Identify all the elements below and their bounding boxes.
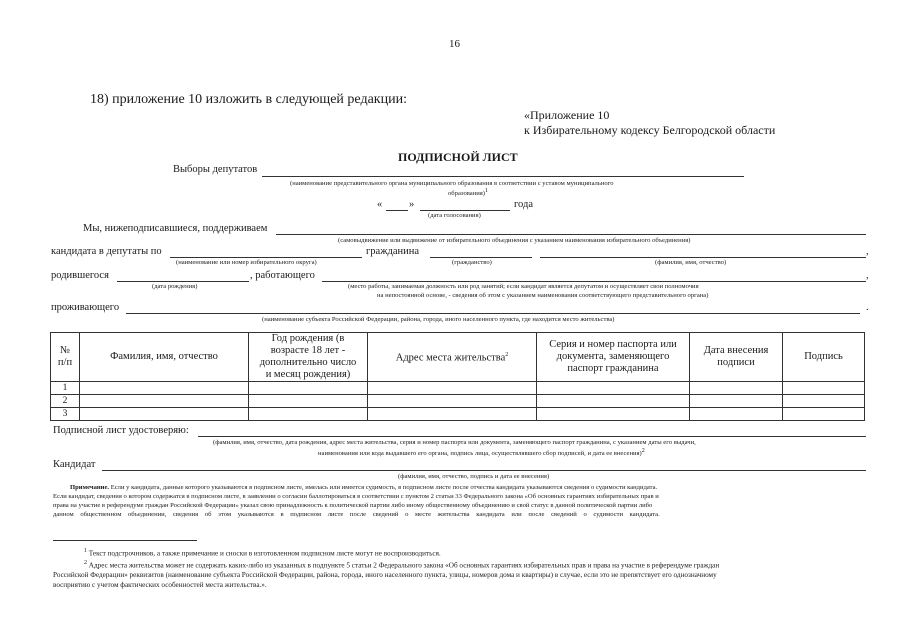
support-field[interactable] <box>276 234 866 235</box>
working-label: , работающего <box>250 270 315 281</box>
district-hint: (наименование или номер избирательного округа) <box>176 259 317 266</box>
appendix-line-2: к Избирательному кодексу Белгородской области <box>524 123 776 137</box>
note-line-3: права на участие в референдуме граждан Российской Федерации» указал свою принадлежность к политической партии либо иному общественному объединению и свой статус в данной политической партии либо <box>53 502 653 509</box>
cell-passport[interactable] <box>537 395 690 408</box>
col-date-header <box>690 333 783 382</box>
col-passport-label: Серия и номер паспорта или документа, заменяющего паспорт гражданина <box>549 339 677 374</box>
col-name-header <box>80 333 249 382</box>
elections-label: Выборы депутатов <box>173 164 258 175</box>
certified-hint-2-text: наименования или кода выдавшего его органа, подпись лица, осуществлявшего сбор подписей, и дата ее внесения) <box>318 450 642 458</box>
residence-label: проживающего <box>51 302 120 313</box>
candidate-sign-label: Кандидат <box>53 459 96 470</box>
cell-address[interactable] <box>368 382 537 395</box>
cell-date[interactable] <box>690 382 783 395</box>
citizenship-field[interactable] <box>430 257 532 258</box>
footnote-1-mark: 1 <box>84 548 87 554</box>
support-label: Мы, нижеподписавшиеся, поддерживаем <box>83 223 268 234</box>
note-label: Примечание. <box>70 484 110 491</box>
cell-name[interactable] <box>80 395 249 408</box>
candidate-sign-field[interactable] <box>102 470 866 471</box>
residence-field[interactable] <box>126 313 860 314</box>
col-signature-header <box>783 333 865 382</box>
period-1: . <box>866 302 869 313</box>
date-day-field[interactable] <box>386 210 408 211</box>
cell-date[interactable] <box>690 408 783 421</box>
comma-2: , <box>866 270 869 281</box>
cell-name[interactable] <box>80 408 249 421</box>
row-number: 2 <box>51 395 80 408</box>
table-row <box>51 395 865 408</box>
col-name-label: Фамилия, имя, отчество <box>110 351 218 362</box>
note-line-1 <box>70 484 657 491</box>
date-year-word: года <box>514 199 533 210</box>
work-hint-2: на непостоянной основе, - сведения об этом с указанием наименования соответствующего представительного органа) <box>377 292 709 299</box>
amendment-heading: 18) приложение 10 изложить в следующей редакции: <box>90 92 407 107</box>
certified-field[interactable] <box>198 436 866 437</box>
cell-signature[interactable] <box>783 395 865 408</box>
candidate-name-hint: (фамилия, имя, отчество) <box>655 259 727 266</box>
certified-label: Подписной лист удостоверяю: <box>53 425 189 436</box>
residence-hint: (наименование субъекта Российской Федерации, района, города, иного населенного пункта, где находится место жительства) <box>262 316 615 323</box>
footnote-1-text: Текст подстрочников, а также примечание и сноски в изготовленном подписном листе могут не воспроизводиться. <box>88 549 441 558</box>
col-num-label: № п/п <box>57 345 73 368</box>
work-field[interactable] <box>322 281 866 282</box>
certified-hint-2 <box>318 448 645 457</box>
cell-birth[interactable] <box>249 408 368 421</box>
col-address-label: Адрес места жительства <box>395 352 506 364</box>
table-row <box>51 408 865 421</box>
footnote-ref-2: 2 <box>505 352 509 359</box>
candidate-sign-hint: (фамилия, имя, отчество, подпись и дата ее внесения) <box>398 473 550 480</box>
col-num-header <box>51 333 80 382</box>
citizenship-hint: (гражданство) <box>452 259 492 266</box>
cell-passport[interactable] <box>537 408 690 421</box>
elections-hint-2 <box>448 188 488 197</box>
district-field[interactable] <box>170 257 362 258</box>
cell-birth[interactable] <box>249 395 368 408</box>
support-hint: (самовыдвижение или выдвижение от избирательного объединения с указанием наименования избирательного объединения) <box>338 237 691 244</box>
note-text-1: Если у кандидата, данные которого указываются в подписном листе, имелась или имеется судимость, в подписном листе после отчества кандидата указываются сведения о судимости кандидата. <box>110 484 658 491</box>
elections-field[interactable] <box>262 176 744 177</box>
date-month-year-field[interactable] <box>420 210 510 211</box>
note-line-2: Если кандидат, сведения о котором содержатся в подписном листе, в заявлении о согласии баллотироваться в соответствии с пунктом 2 статьи 33 Федерального закона «Об основных гарантиях избирательных прав и <box>53 493 659 500</box>
date-close-quote: » <box>409 199 415 210</box>
born-label: родившегося <box>51 270 109 281</box>
elections-hint-2-text: образования) <box>448 190 485 198</box>
table-row <box>51 382 865 395</box>
footnote-ref-1: 1 <box>484 188 488 194</box>
footnote-1 <box>84 548 441 557</box>
col-address-header <box>368 333 537 382</box>
work-hint-1: (место работы, занимаемая должность или род занятий; если кандидат является депутатом и осуществляет свои полномочия <box>348 283 699 290</box>
row-number: 1 <box>51 382 80 395</box>
footnote-2-mark: 2 <box>84 560 87 566</box>
footnote-2a <box>84 560 719 569</box>
col-date-label: Дата внесения подписи <box>703 345 769 368</box>
cell-signature[interactable] <box>783 408 865 421</box>
col-passport-header <box>537 333 690 382</box>
table-header-row <box>51 333 865 382</box>
footnote-2c: восприятию с учетом фактических особенностей места жительства.». <box>53 581 267 589</box>
date-hint: (дата голосования) <box>428 212 481 219</box>
comma-1: , <box>866 246 869 257</box>
cell-date[interactable] <box>690 395 783 408</box>
signature-table <box>50 332 865 421</box>
cell-birth[interactable] <box>249 382 368 395</box>
candidate-label: кандидата в депутаты по <box>51 246 162 257</box>
candidate-name-field[interactable] <box>540 257 866 258</box>
note-line-4: данном общественном объединении, сведения об этом указываются в подписном листе после сведений о месте жительства кандидата или после сведений о судимости кандидата. <box>53 511 660 518</box>
col-signature-label: Подпись <box>804 351 843 362</box>
cell-passport[interactable] <box>537 382 690 395</box>
cell-address[interactable] <box>368 408 537 421</box>
footnote-ref-2b: 2 <box>641 448 645 454</box>
cell-address[interactable] <box>368 395 537 408</box>
cell-signature[interactable] <box>783 382 865 395</box>
citizen-label: гражданина <box>366 246 419 257</box>
row-number: 3 <box>51 408 80 421</box>
birth-date-field[interactable] <box>117 281 249 282</box>
elections-hint-1: (наименование представительного органа муниципального образования в соответствии с уставом муниципального <box>290 180 614 187</box>
date-open-quote: « <box>377 199 383 210</box>
form-title: ПОДПИСНОЙ ЛИСТ <box>398 150 518 164</box>
col-birth-header <box>249 333 368 382</box>
certified-hint-1: (фамилия, имя, отчество, дата рождения, адрес места жительства, серия и номер паспорта или документа, заменяющего паспорт гражданина, с указанием даты его выдачи, <box>213 439 696 446</box>
birth-date-hint: (дата рождения) <box>152 283 198 290</box>
appendix-line-1: «Приложение 10 <box>524 108 610 122</box>
footnote-2a-text: Адрес места жительства может не содержать каких-либо из указанных в подпункте 5 статьи 2 Федерального закона «Об основных гарантиях избирательных прав и права на участие в референдуме граждан <box>88 561 720 570</box>
footnote-2b: Российской Федерации» реквизитов (наименование субъекта Российской Федерации, района, города, иного населенного пункта, улицы, номеров дома и квартиры) в случае, если это не препятствует его однозначному <box>53 571 717 579</box>
cell-name[interactable] <box>80 382 249 395</box>
footnote-separator <box>53 540 197 541</box>
page-number: 16 <box>449 38 460 50</box>
col-birth-label: Год рождения (в возрасте 18 лет - дополнительно число и месяц рождения) <box>259 333 357 380</box>
